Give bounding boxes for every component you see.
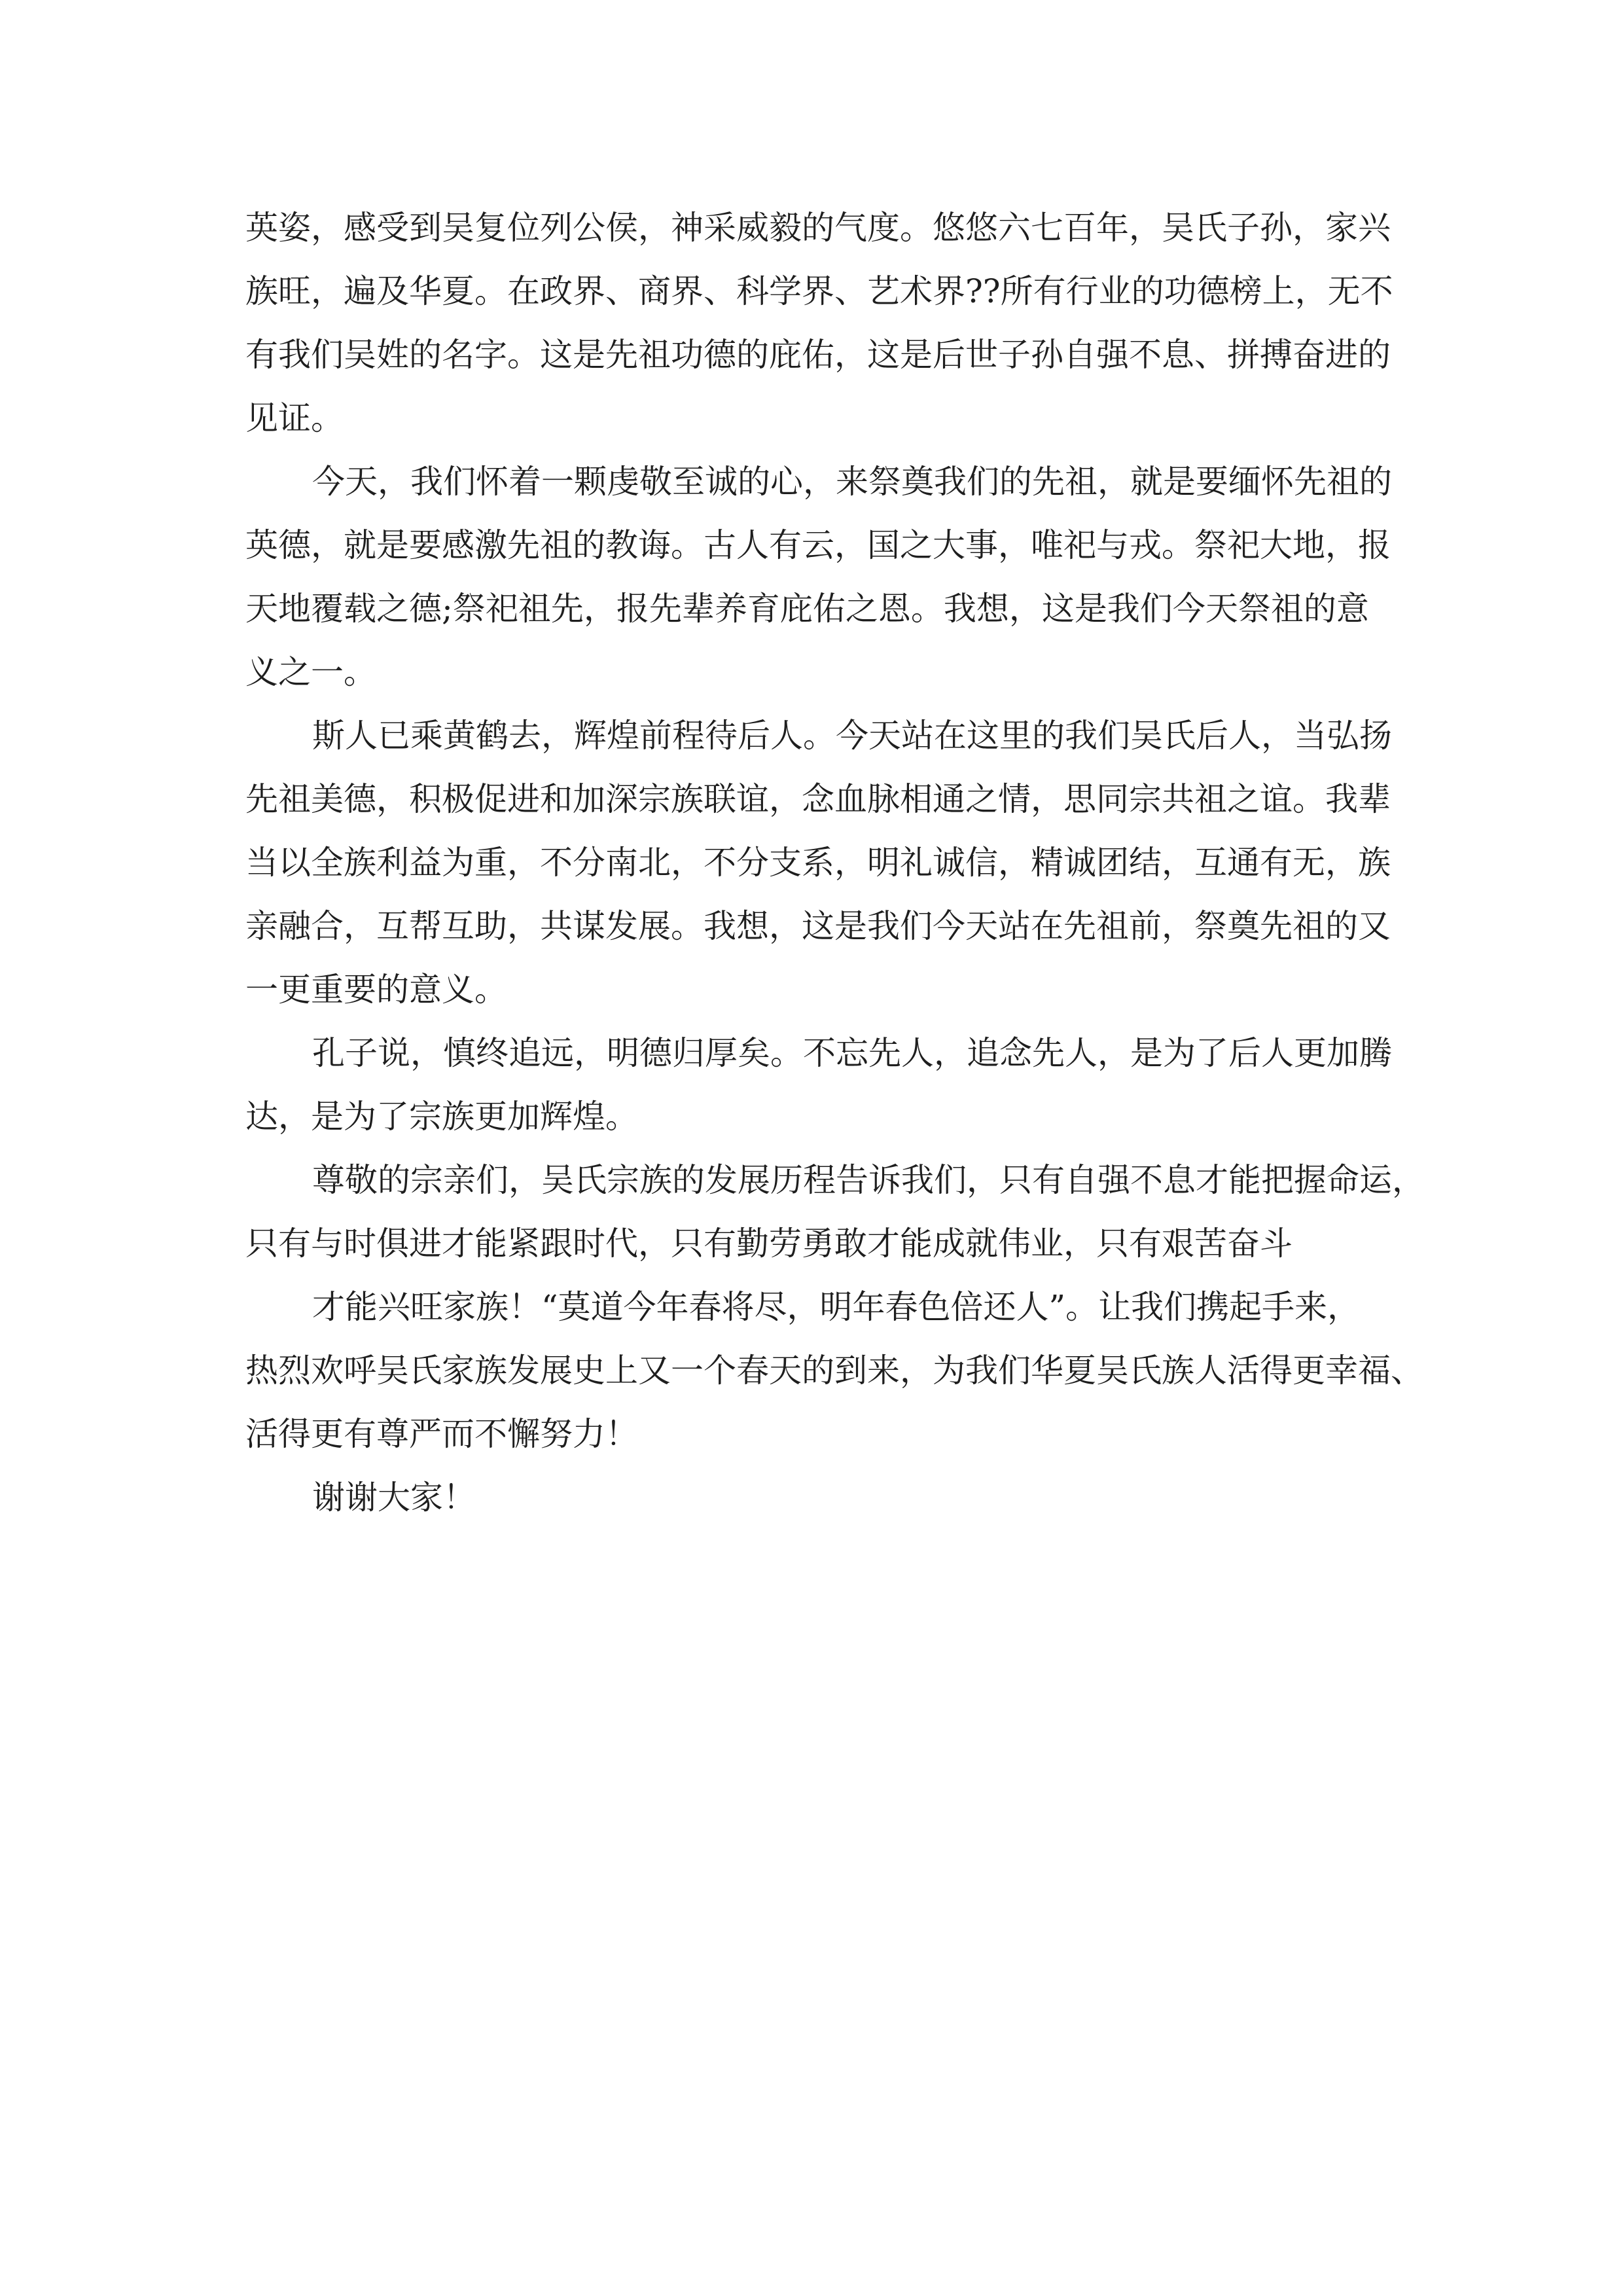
text-line: 义之一。 — [245, 653, 376, 691]
text-line: 族旺，遍及华夏。在政界、商界、科学界、艺术界??所有行业的功德榜上，无不 — [245, 272, 1393, 310]
paragraph-first-line: 今天，我们怀着一颗虔敬至诚的心，来祭奠我们的先祖，就是要缅怀先祖的 — [312, 463, 1392, 501]
text-line: 见证。 — [245, 399, 344, 437]
paragraph-first-line: 尊敬的宗亲们，吴氏宗族的发展历程告诉我们，只有自强不息才能把握命运， — [312, 1161, 1425, 1199]
text-line: 有我们吴姓的名字。这是先祖功德的庇佑，这是后世子孙自强不息、拼搏奋进的 — [245, 336, 1391, 374]
text-line: 一更重要的意义。 — [245, 971, 507, 1009]
text-line: 英姿，感受到吴复位列公侯，神采威毅的气度。悠悠六七百年，吴氏子孙，家兴 — [245, 209, 1391, 247]
text-line: 热烈欢呼吴氏家族发展史上又一个春天的到来，为我们华夏吴氏族人活得更幸福、 — [245, 1352, 1423, 1390]
text-line: 当以全族利益为重，不分南北，不分支系，明礼诚信，精诚团结，互通有无，族 — [245, 844, 1391, 882]
text-line: 先祖美德，积极促进和加深宗族联谊，念血脉相通之情，思同宗共祖之谊。我辈 — [245, 780, 1391, 818]
document-body — [245, 196, 1425, 1530]
closing-line: 谢谢大家！ — [312, 1479, 476, 1516]
text-line: 天地覆载之德;祭祀祖先，报先辈养育庇佑之恩。我想，这是我们今天祭祖的意 — [245, 590, 1369, 628]
paragraph-first-line: 斯人已乘黄鹤去，辉煌前程待后人。今天站在这里的我们吴氏后人，当弘扬 — [312, 717, 1392, 755]
paragraph-first-line: 孔子说，慎终追远，明德归厚矣。不忘先人，追念先人，是为了后人更加腾 — [312, 1034, 1392, 1072]
paragraph-first-line: 才能兴旺家族！“莫道今年春将尽，明年春色倍还人”。让我们携起手来， — [312, 1288, 1361, 1326]
text-line: 达，是为了宗族更加辉煌。 — [245, 1098, 638, 1136]
text-line: 亲融合，互帮互助，共谋发展。我想，这是我们今天站在先祖前，祭奠先祖的又 — [245, 907, 1391, 945]
text-line: 活得更有尊严而不懈努力！ — [245, 1415, 638, 1453]
text-line: 英德，就是要感激先祖的教诲。古人有云，国之大事，唯祀与戎。祭祀大地，报 — [245, 526, 1391, 564]
text-line: 只有与时俱进才能紧跟时代，只有勤劳勇敢才能成就伟业，只有艰苦奋斗 — [245, 1225, 1293, 1263]
